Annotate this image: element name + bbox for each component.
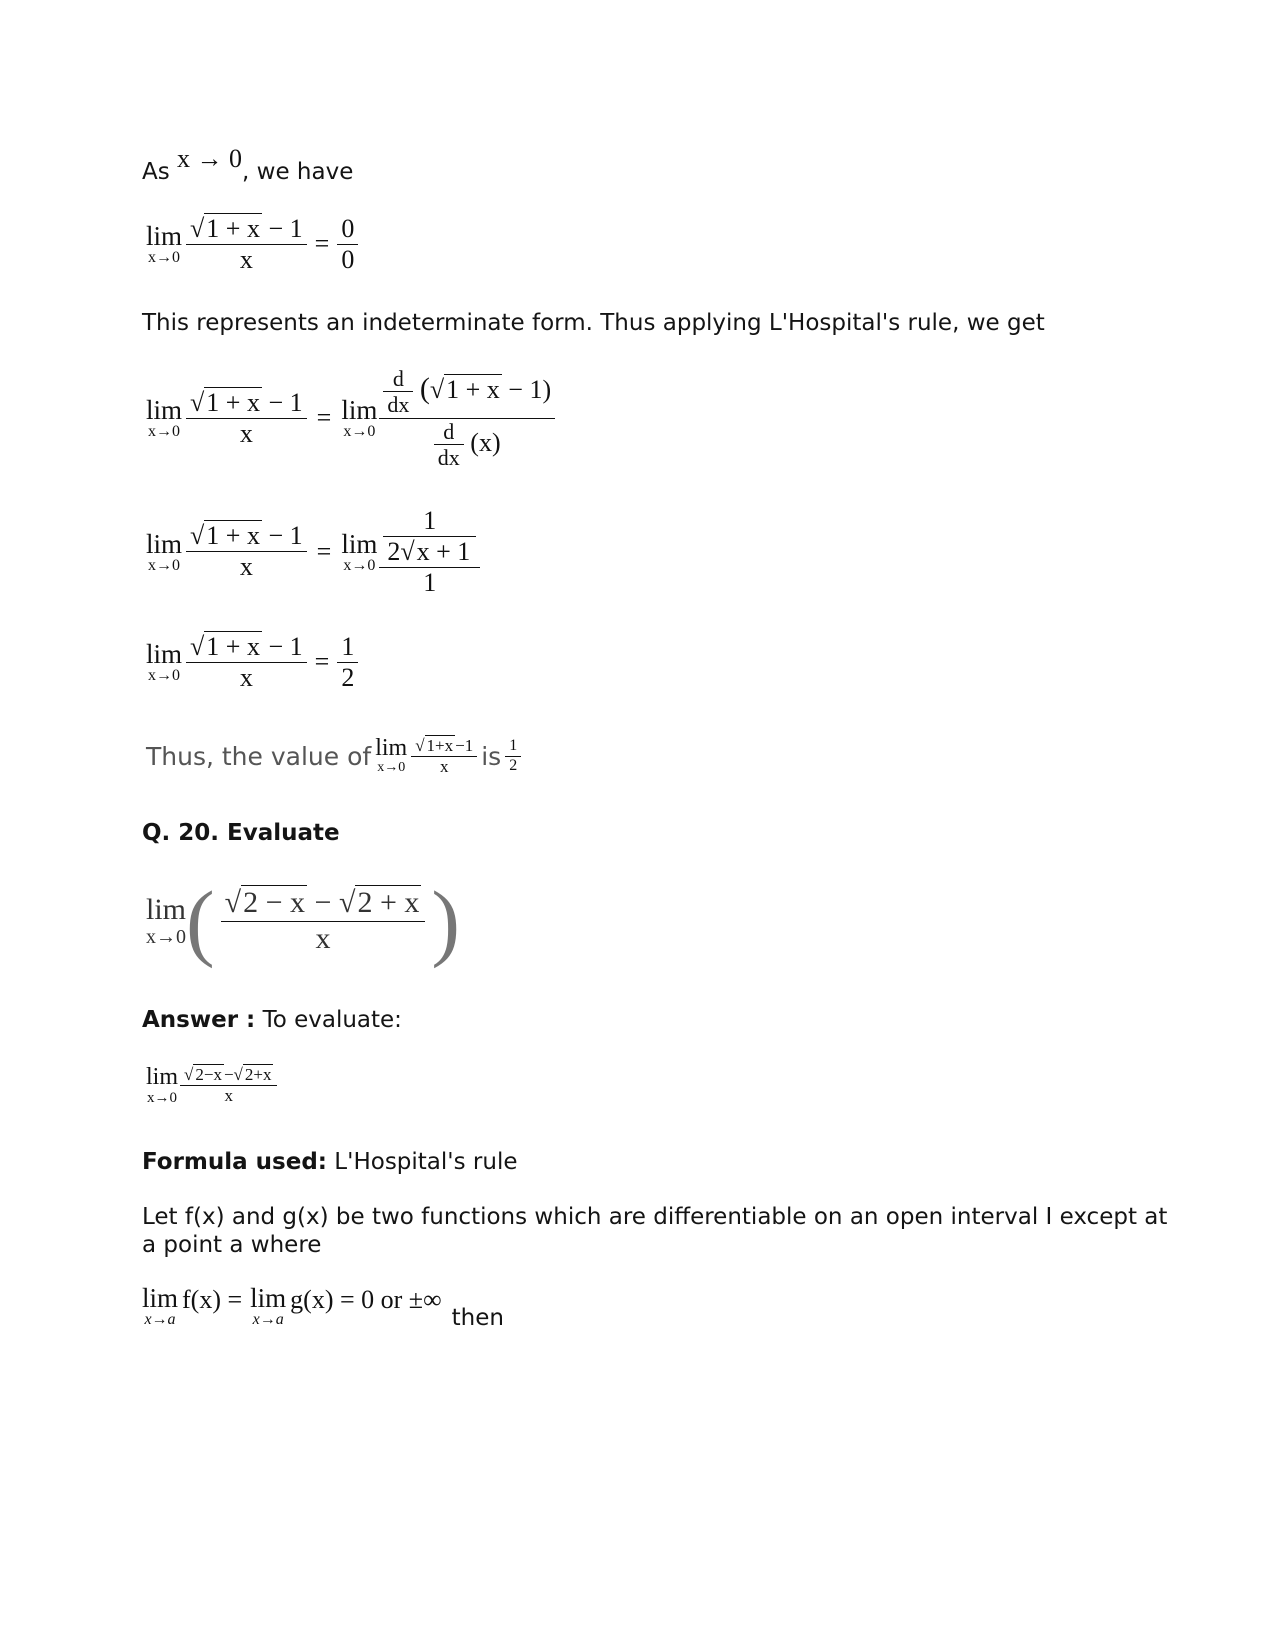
limit-operator: lim x→a (250, 1283, 287, 1328)
limit-operator: lim x→0 (146, 221, 183, 267)
limit-operator: lim x→0 (146, 1064, 179, 1106)
equals-sign: = (314, 647, 330, 677)
equation-4 (146, 632, 358, 693)
result-fraction: $\frac{0}{0}$ (337, 214, 358, 275)
final-equation (142, 1283, 504, 1331)
answer-text: To evaluate: (255, 1007, 402, 1033)
we-have-label: , we have (242, 159, 354, 185)
limit-operator: lim x→0 (146, 528, 183, 574)
paragraph-let-line-2: a point a where (142, 1232, 322, 1258)
then-label: then (451, 1305, 504, 1331)
limit-operator: lim x→0 (146, 395, 183, 441)
intro-line (142, 144, 354, 186)
fraction: $\frac{√ 2-x -√ 2+x}{x}$ (180, 1065, 277, 1105)
fraction: $\frac{√1 + x - 1}{x}$ (186, 521, 307, 582)
answer-line (142, 1007, 402, 1033)
answer-equation (146, 1064, 277, 1106)
equals-sign: = (314, 229, 330, 259)
fraction: $\frac{√1 + x - 1}{x}$ (186, 632, 307, 693)
derivative-fraction: $\frac{d}{dx}$ (√1 + x − 1) $\frac{d}{dx}$ (x) (379, 366, 555, 470)
fraction: $\frac{√2 - x - √2 + x}{x}$ (221, 886, 426, 956)
limit-operator: lim x→0 (341, 528, 378, 574)
formula-label: Formula used: (142, 1149, 327, 1175)
thus-prefix: Thus, the value of (146, 741, 372, 771)
compound-fraction: $\frac{\frac{1}{2√x + 1}}{1}$ (379, 506, 480, 598)
fraction: $\frac{√1 + x - 1}{x}$ (186, 214, 307, 275)
limit-operator: lim x→0 (146, 639, 183, 685)
x-to-zero: x → 0 (177, 144, 243, 173)
equation-3 (146, 506, 480, 598)
fraction: $\frac{√1 + x - 1}{x}$ (186, 388, 307, 449)
equation-1 (146, 214, 358, 275)
formula-line (142, 1149, 517, 1175)
g-of-x: g(x) = 0 or ±∞ (290, 1285, 442, 1314)
limit-operator: lim x→0 (341, 395, 378, 441)
result-fraction: $\frac{1}{2}$ (505, 737, 521, 775)
paragraph-indeterminate: This represents an indeterminate form. Thus applying L'Hospital's rule, we get (142, 310, 1045, 336)
f-of-x: f(x) = (182, 1285, 243, 1314)
limit-operator: lim x→0 (375, 735, 408, 776)
result-fraction: $\frac{1}{2}$ (337, 632, 358, 693)
as-label: As (142, 159, 170, 185)
equals-sign: = (316, 536, 332, 566)
formula-text: L'Hospital's rule (327, 1149, 518, 1175)
limit-operator: lim x→0 (146, 893, 187, 948)
equation-2 (146, 366, 555, 470)
thus-line (146, 736, 521, 776)
question-heading: Q. 20. Evaluate (142, 820, 340, 846)
answer-label: Answer : (142, 1007, 256, 1033)
question-equation: lim x→0 ( $\frac{√2 - x - √2 + x}{x}$ ) (146, 873, 460, 969)
paragraph-let-line-1: Let f(x) and g(x) be two functions which are differentiable on an open interval I except at (142, 1204, 1168, 1230)
limit-operator: lim x→a (142, 1283, 179, 1328)
equals-sign: = (316, 403, 332, 433)
is-label: is (481, 741, 502, 771)
fraction: $\frac{√ 1+x -1}{x}$ (411, 736, 477, 776)
